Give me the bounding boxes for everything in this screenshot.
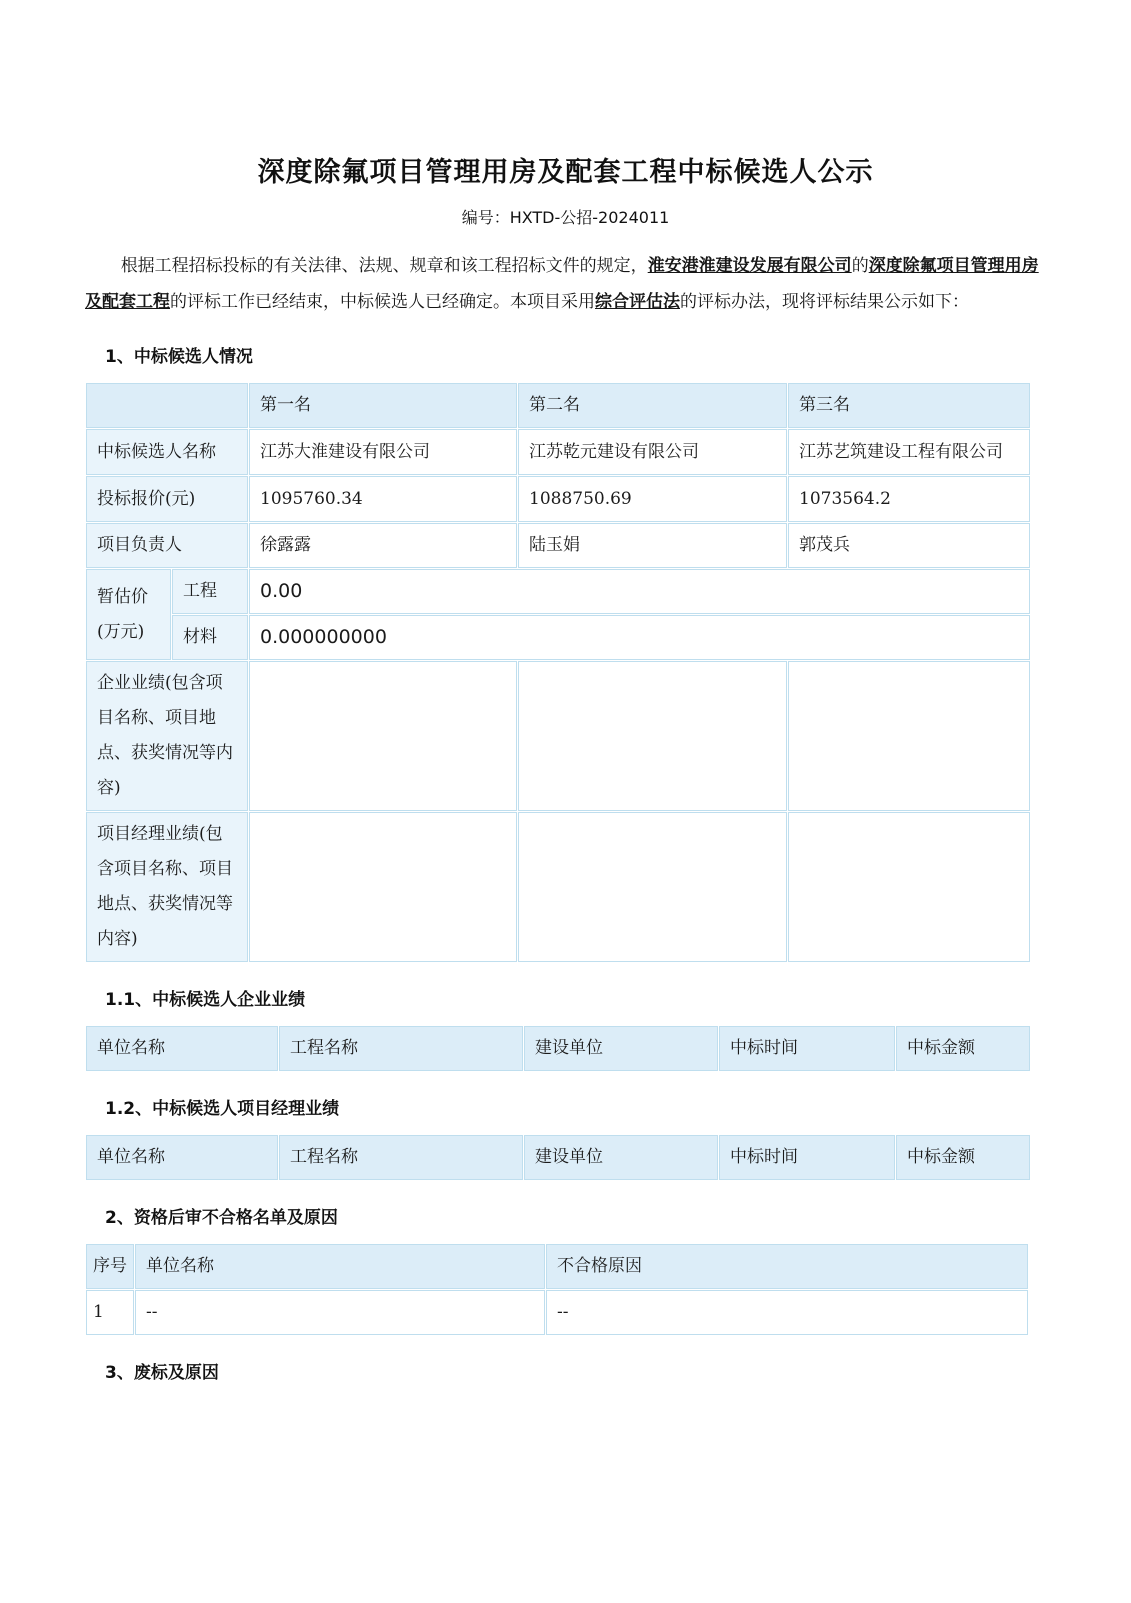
table-row	[86, 569, 1030, 614]
rank-header-first: 第一名	[249, 383, 517, 428]
unit-name-header: 单位名称	[86, 1135, 278, 1180]
section1-heading: 1、中标候选人情况	[105, 347, 253, 367]
doc-number: 编号：HXTD-公招-2024011	[461, 208, 670, 227]
bid-price-cell: 1073564.2	[788, 476, 1030, 522]
rank-header-row	[86, 383, 1030, 428]
estimate-engineering-label: 工程	[172, 569, 248, 614]
manager-performance-cell	[249, 812, 517, 962]
construction-unit-header: 建设单位	[524, 1135, 718, 1180]
construction-unit-header: 建设单位	[524, 1026, 718, 1071]
candidate-name-cell: 江苏乾元建设有限公司	[518, 429, 787, 475]
disqualified-table	[85, 1243, 1029, 1336]
bid-price-cell: 1088750.69	[518, 476, 787, 522]
bid-price-cell: 1095760.34	[249, 476, 517, 522]
tenderer-name: 淮安港淮建设发展有限公司	[647, 256, 852, 276]
award-amount-header: 中标金额	[896, 1135, 1030, 1180]
award-amount-header: 中标金额	[896, 1026, 1030, 1071]
unit-name-cell: --	[135, 1290, 545, 1335]
table-row	[86, 1290, 1028, 1335]
intro-text: 的评标办法，现将评标结果公示如下：	[680, 292, 969, 312]
table-row	[86, 661, 1030, 811]
enterprise-performance-table	[85, 1025, 1031, 1072]
serial-number-cell: 1	[86, 1290, 134, 1335]
project-leader-cell: 陆玉娟	[518, 523, 787, 568]
section1-2-heading: 1.2、中标候选人项目经理业绩	[105, 1099, 340, 1119]
project-name: 深度除氟项目管理用房及配套工程	[85, 256, 1039, 312]
unit-name-header: 单位名称	[135, 1244, 545, 1289]
project-leader-cell: 郭茂兵	[788, 523, 1030, 568]
estimate-label: 暂估价(万元)	[86, 569, 171, 660]
rank-header-third: 第三名	[788, 383, 1030, 428]
award-time-header: 中标时间	[719, 1135, 895, 1180]
estimate-engineering-value: 0.00	[249, 569, 1030, 614]
estimate-material-value: 0.000000000	[249, 615, 1030, 660]
page-title: 深度除氟项目管理用房及配套工程中标候选人公示	[257, 157, 874, 188]
manager-performance-cell	[518, 812, 787, 962]
intro-text: 的评标工作已经结束，中标候选人已经确定。本项目采用	[170, 292, 595, 312]
reason-cell: --	[546, 1290, 1028, 1335]
manager-performance-table	[85, 1134, 1031, 1181]
enterprise-performance-cell	[518, 661, 787, 811]
reason-header: 不合格原因	[546, 1244, 1028, 1289]
intro-text: 根据工程招标投标的有关法律、法规、规章和该工程招标文件的规定，	[120, 256, 648, 276]
section2-heading: 2、资格后审不合格名单及原因	[105, 1208, 338, 1228]
bottom-whitespace	[0, 1383, 1131, 1603]
section1-1-heading: 1.1、中标候选人企业业绩	[105, 990, 306, 1010]
project-leader-label: 项目负责人	[86, 523, 248, 568]
intro-paragraph	[85, 248, 1045, 320]
candidate-name-cell: 江苏大淮建设有限公司	[249, 429, 517, 475]
rank-header-second: 第二名	[518, 383, 787, 428]
enterprise-performance-label: 企业业绩(包含项目名称、项目地点、获奖情况等内容)	[86, 661, 248, 811]
project-leader-cell: 徐露露	[249, 523, 517, 568]
candidate-name-cell: 江苏艺筑建设工程有限公司	[788, 429, 1030, 475]
estimate-material-label: 材料	[172, 615, 248, 660]
project-name-header: 工程名称	[279, 1026, 523, 1071]
table-header-row	[86, 1244, 1028, 1289]
rank-header-empty-cell	[86, 383, 248, 428]
project-name-header: 工程名称	[279, 1135, 523, 1180]
award-time-header: 中标时间	[719, 1026, 895, 1071]
enterprise-performance-cell	[249, 661, 517, 811]
table-row	[86, 476, 1030, 522]
candidate-name-label: 中标候选人名称	[86, 429, 248, 475]
enterprise-performance-cell	[788, 661, 1030, 811]
table-row	[86, 429, 1030, 475]
intro-text: 的	[851, 256, 869, 276]
unit-name-header: 单位名称	[86, 1026, 278, 1071]
table-row	[86, 812, 1030, 962]
manager-performance-label: 项目经理业绩(包含项目名称、项目地点、获奖情况等内容)	[86, 812, 248, 962]
table-header-row	[86, 1135, 1030, 1180]
serial-number-header: 序号	[86, 1244, 134, 1289]
table-header-row	[86, 1026, 1030, 1071]
manager-performance-cell	[788, 812, 1030, 962]
candidates-table	[85, 382, 1031, 963]
bid-price-label: 投标报价(元)	[86, 476, 248, 522]
evaluation-method: 综合评估法	[595, 292, 680, 312]
section3-heading: 3、废标及原因	[105, 1363, 219, 1383]
table-row	[86, 523, 1030, 568]
table-row	[86, 615, 1030, 660]
